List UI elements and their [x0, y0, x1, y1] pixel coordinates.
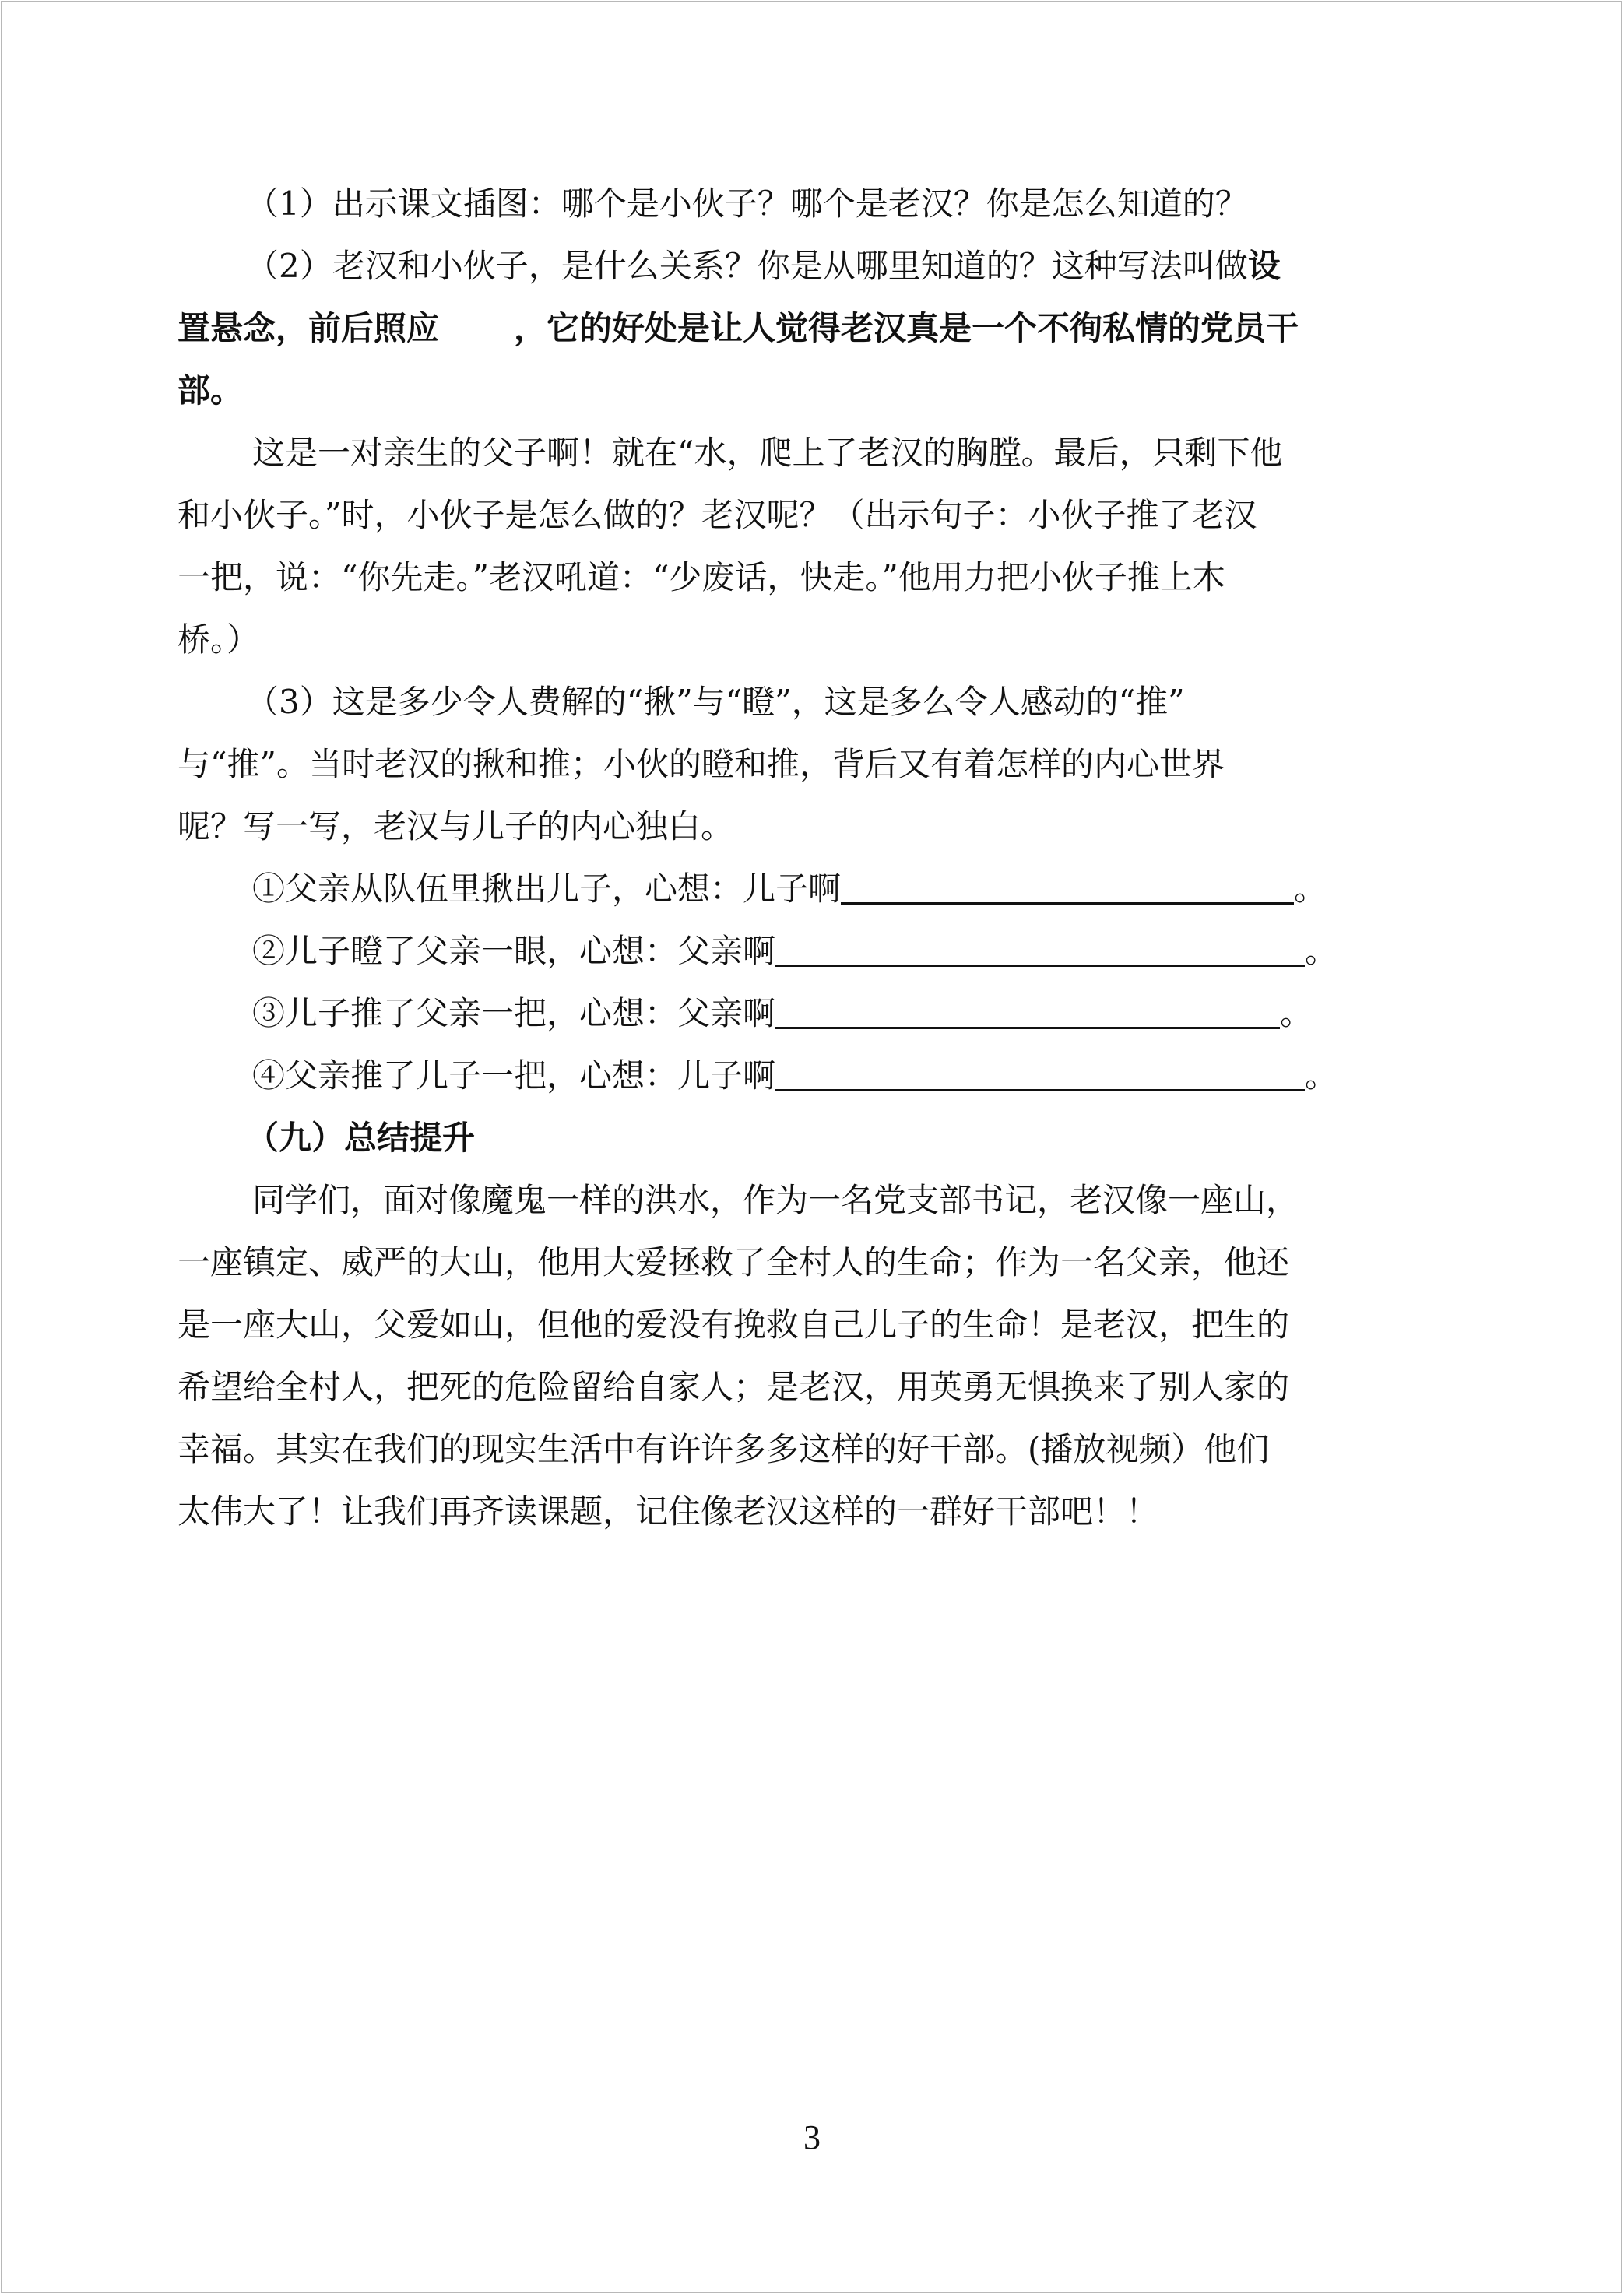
paragraph-father-son [178, 422, 1450, 671]
fill-in-end: 。 [1305, 1056, 1338, 1095]
question-2 [178, 235, 1450, 422]
paragraph-line: 一把，说：“你先走。”老汉吼道：“少废话，快走。”他用力把小伙子推上木 [178, 558, 1225, 596]
question-2-line-3: 部。 [178, 371, 244, 409]
question-2-term: 置悬念，前后照应 [178, 309, 440, 347]
paragraph-line: 这是一对亲生的父子啊！就在“水，爬上了老汉的胸膛。最后，只剩下他 [252, 434, 1283, 472]
fill-in-prompt: ③儿子推了父亲一把，心想：父亲啊 [252, 994, 776, 1032]
fill-in-item [178, 1045, 1450, 1107]
question-2-line-2 [178, 297, 1450, 360]
fill-in-blank[interactable] [841, 871, 1294, 905]
fill-in-prompt: ①父亲从队伍里揪出儿子，心想：儿子啊 [252, 870, 842, 908]
paragraph-line: 和小伙子。”时，小伙子是怎么做的？老汉呢？（出示句子：小伙子推了老汉 [178, 496, 1257, 534]
question-1: （1）出示课文插图：哪个是小伙子？哪个是老汉？你是怎么知道的？ [246, 185, 1248, 223]
paragraph-line: 与“推”。当时老汉的揪和推；小伙的瞪和推，背后又有着怎样的内心世界 [178, 745, 1225, 783]
question-2-text: （2）老汉和小伙子，是什么关系？你是从哪里知道的？这种写法叫做 [246, 247, 1248, 285]
question-2-explanation: ，它的好处是让人觉得老汉真是一个不徇私情的党员干 [514, 309, 1299, 347]
question-3 [178, 671, 1450, 858]
paragraph-line: 太伟大了！让我们再齐读课题，记住像老汉这样的一群好干部吧！！ [178, 1492, 1159, 1531]
fill-in-list [178, 858, 1450, 1107]
fill-in-item [178, 920, 1450, 982]
page-number: 3 [803, 2118, 821, 2156]
paragraph-line: 桥。） [178, 620, 260, 659]
fill-in-blank[interactable] [775, 1058, 1305, 1091]
fill-in-end: 。 [1294, 870, 1327, 908]
paragraph-line: 一座镇定、威严的大山，他用大爱拯救了全村人的生命；作为一名父亲，他还 [178, 1243, 1290, 1281]
question-2-bold-start: 设 [1247, 247, 1281, 285]
paragraph-line: 同学们，面对像魔鬼一样的洪水，作为一名党支部书记，老汉像一座山， [252, 1181, 1299, 1219]
section-heading: （九）总结提升 [246, 1119, 476, 1157]
paragraph-line: 是一座大山，父爱如山，但他的爱没有挽救自己儿子的生命！是老汉，把生的 [178, 1306, 1290, 1344]
fill-in-prompt: ②儿子瞪了父亲一眼，心想：父亲啊 [252, 932, 776, 970]
document-body [178, 173, 1450, 1543]
paragraph-line: 希望给全村人，把死的危险留给自家人；是老汉，用英勇无惧换来了别人家的 [178, 1368, 1290, 1406]
fill-in-item [178, 982, 1450, 1045]
fill-in-blank[interactable] [775, 933, 1305, 967]
paragraph-summary [178, 1169, 1450, 1543]
paragraph-line: （3）这是多少令人费解的“揪”与“瞪”，这是多么令人感动的“推” [246, 683, 1185, 721]
fill-in-item [178, 858, 1450, 920]
paragraph-line: 呢？写一写，老汉与儿子的内心独白。 [178, 807, 734, 845]
fill-in-end: 。 [1280, 994, 1313, 1032]
fill-in-end: 。 [1305, 932, 1338, 970]
fill-in-blank[interactable] [775, 996, 1280, 1029]
fill-in-prompt: ④父亲推了儿子一把，心想：儿子啊 [252, 1056, 776, 1095]
paragraph-line: 幸福。其实在我们的现实生活中有许许多多这样的好干部。(播放视频）他们 [178, 1430, 1270, 1468]
question-2-line-1 [178, 235, 1450, 297]
